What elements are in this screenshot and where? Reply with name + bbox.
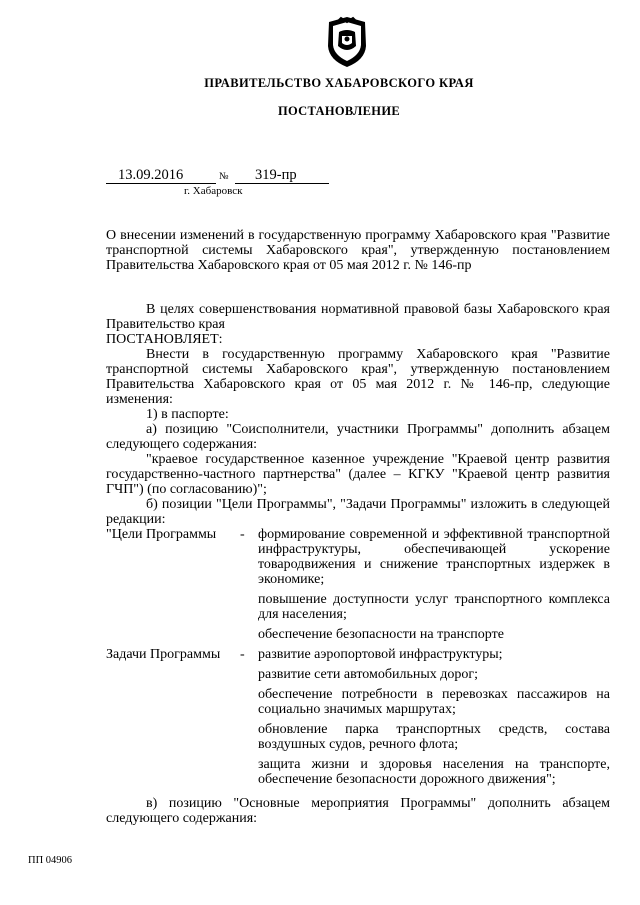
document-code: ПП 04906 bbox=[28, 855, 73, 866]
number-sign: № bbox=[219, 171, 229, 182]
document-type: ПОСТАНОВЛЕНИЕ bbox=[277, 104, 400, 118]
document-date: 13.09.2016 bbox=[106, 167, 216, 184]
goal-item: повышение доступности услуг транспортного комплекса для населения; bbox=[258, 592, 610, 622]
document-body bbox=[106, 302, 610, 826]
document-city: г. Хабаровск bbox=[184, 185, 243, 197]
preamble: В целях совершенствования нормативной правовой базы Хабаровского края Правительство края bbox=[106, 302, 610, 332]
goal-item: обеспечение безопасности на транспорте bbox=[258, 627, 504, 642]
paragraph-5: б) позиции "Цели Программы", "Задачи Программы" изложить в следующей редакции: bbox=[106, 497, 610, 527]
government-title: ПРАВИТЕЛЬСТВО ХАБАРОВСКОГО КРАЯ bbox=[204, 76, 474, 90]
task-item: обновление парка транспортных средств, состава воздушных судов, речного флота; bbox=[258, 722, 610, 752]
tasks-list bbox=[258, 647, 610, 792]
goals-row bbox=[106, 527, 610, 647]
task-item: обеспечение потребности в перевозках пассажиров на социально значимых маршрутах; bbox=[258, 687, 610, 717]
paragraph-3: а) позицию "Соисполнители, участники Программы" дополнить абзацем следующего содержания: bbox=[106, 422, 610, 452]
goals-dash: - bbox=[240, 527, 245, 542]
document-subject: О внесении изменений в государственную программу Хабаровского края "Развитие транспортной системы Хабаровского края", утвержденную постановлением Правительства Хабаровского края от 05 мая 2012 г. № 146-пр bbox=[106, 228, 610, 273]
paragraph-6: в) позицию "Основные мероприятия Программы" дополнить абзацем следующего содержания: bbox=[106, 796, 610, 826]
resolves: ПОСТАНОВЛЯЕТ: bbox=[106, 332, 223, 347]
task-item: развитие аэропортовой инфраструктуры; bbox=[258, 647, 503, 662]
tasks-row bbox=[106, 647, 610, 792]
tasks-dash: - bbox=[240, 647, 245, 662]
tasks-label: Задачи Программы bbox=[106, 647, 221, 662]
goals-label: "Цели Программы bbox=[106, 527, 217, 542]
task-item: защита жизни и здоровья населения на транспорте, обеспечение безопасности дорожного движения"; bbox=[258, 757, 610, 787]
document-number: 319-пр bbox=[235, 167, 329, 184]
coat-of-arms-emblem bbox=[325, 16, 369, 68]
paragraph-2: 1) в паспорте: bbox=[146, 407, 229, 422]
paragraph-1: Внести в государственную программу Хабаровского края "Развитие транспортной системы Хабаровского края", утвержденную постановлением Правительства Хабаровского края от 05 мая 2012 г. № 146-пр, следующие изменения: bbox=[106, 347, 610, 407]
paragraph-4: "краевое государственное казенное учреждение "Краевой центр развития государственно-частного партнерства" (далее – КГКУ "Краевой центр развития ГЧП") (по согласованию)"; bbox=[106, 452, 610, 497]
goal-item: формирование современной и эффективной транспортной инфраструктуры, обеспечивающей ускорение товародвижения и снижение транспортных издержек в экономике; bbox=[258, 527, 610, 587]
task-item: развитие сети автомобильных дорог; bbox=[258, 667, 479, 682]
goals-list bbox=[258, 527, 610, 647]
